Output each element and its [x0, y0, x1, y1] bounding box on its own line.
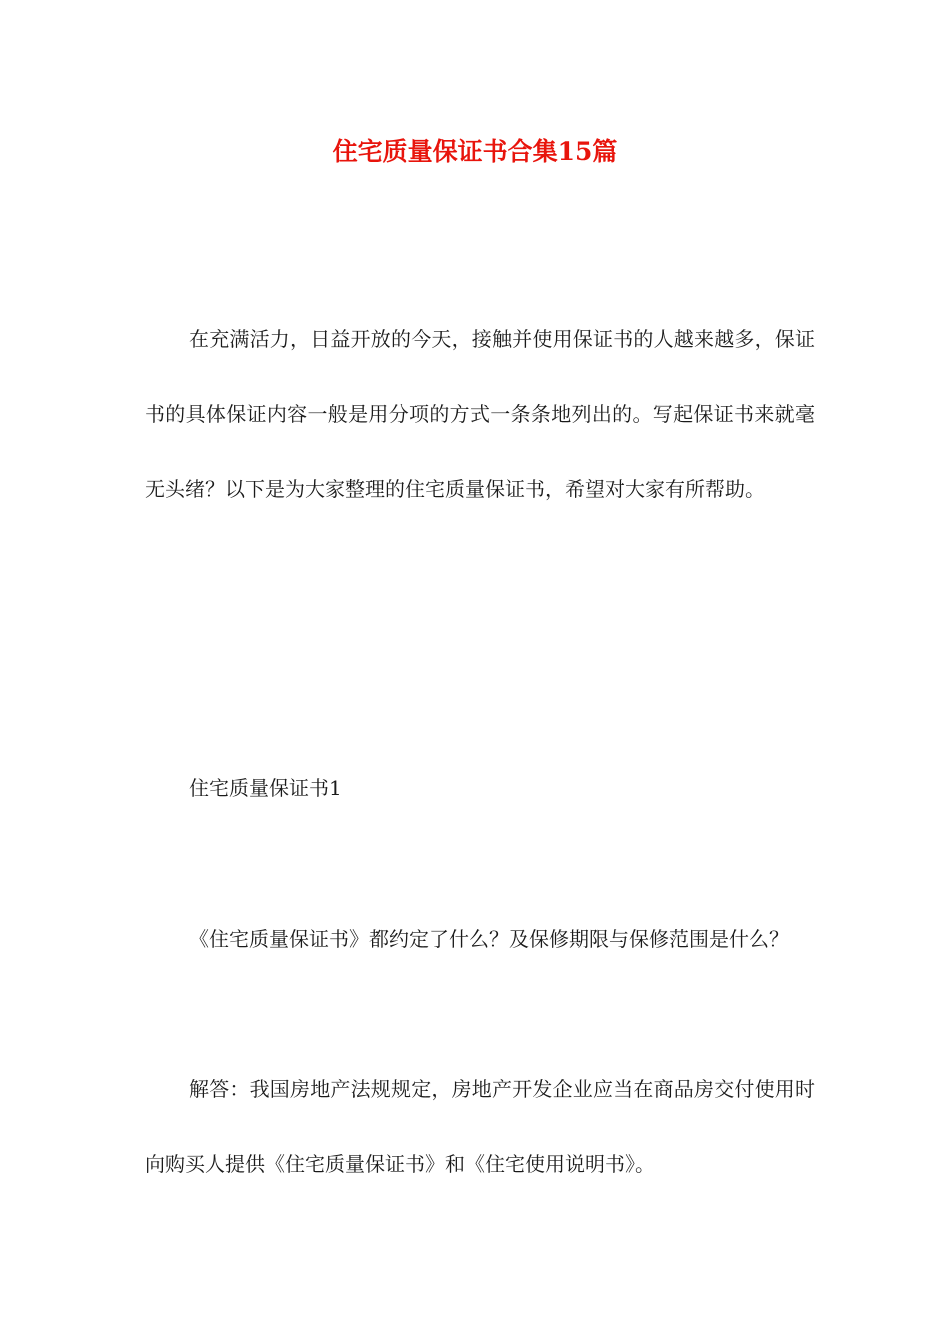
section-heading: 住宅质量保证书1: [189, 776, 342, 800]
document-title: 住宅质量保证书合集15篇: [332, 137, 618, 166]
intro-paragraph: 在充满活力，日益开放的今天，接触并使用保证书的人越来越多，保证书的具体保证内容一般是用分项的方式一条条地列出的。写起保证书来就毫无头绪？以下是为大家整理的住宅质量保证书，希望对大家有所帮助。: [145, 327, 815, 501]
answer-paragraph: 解答：我国房地产法规规定，房地产开发企业应当在商品房交付使用时向购买人提供《住宅质量保证书》和《住宅使用说明书》。: [145, 1077, 815, 1176]
question-paragraph: 《住宅质量保证书》都约定了什么？及保修期限与保修范围是什么？: [189, 927, 789, 951]
